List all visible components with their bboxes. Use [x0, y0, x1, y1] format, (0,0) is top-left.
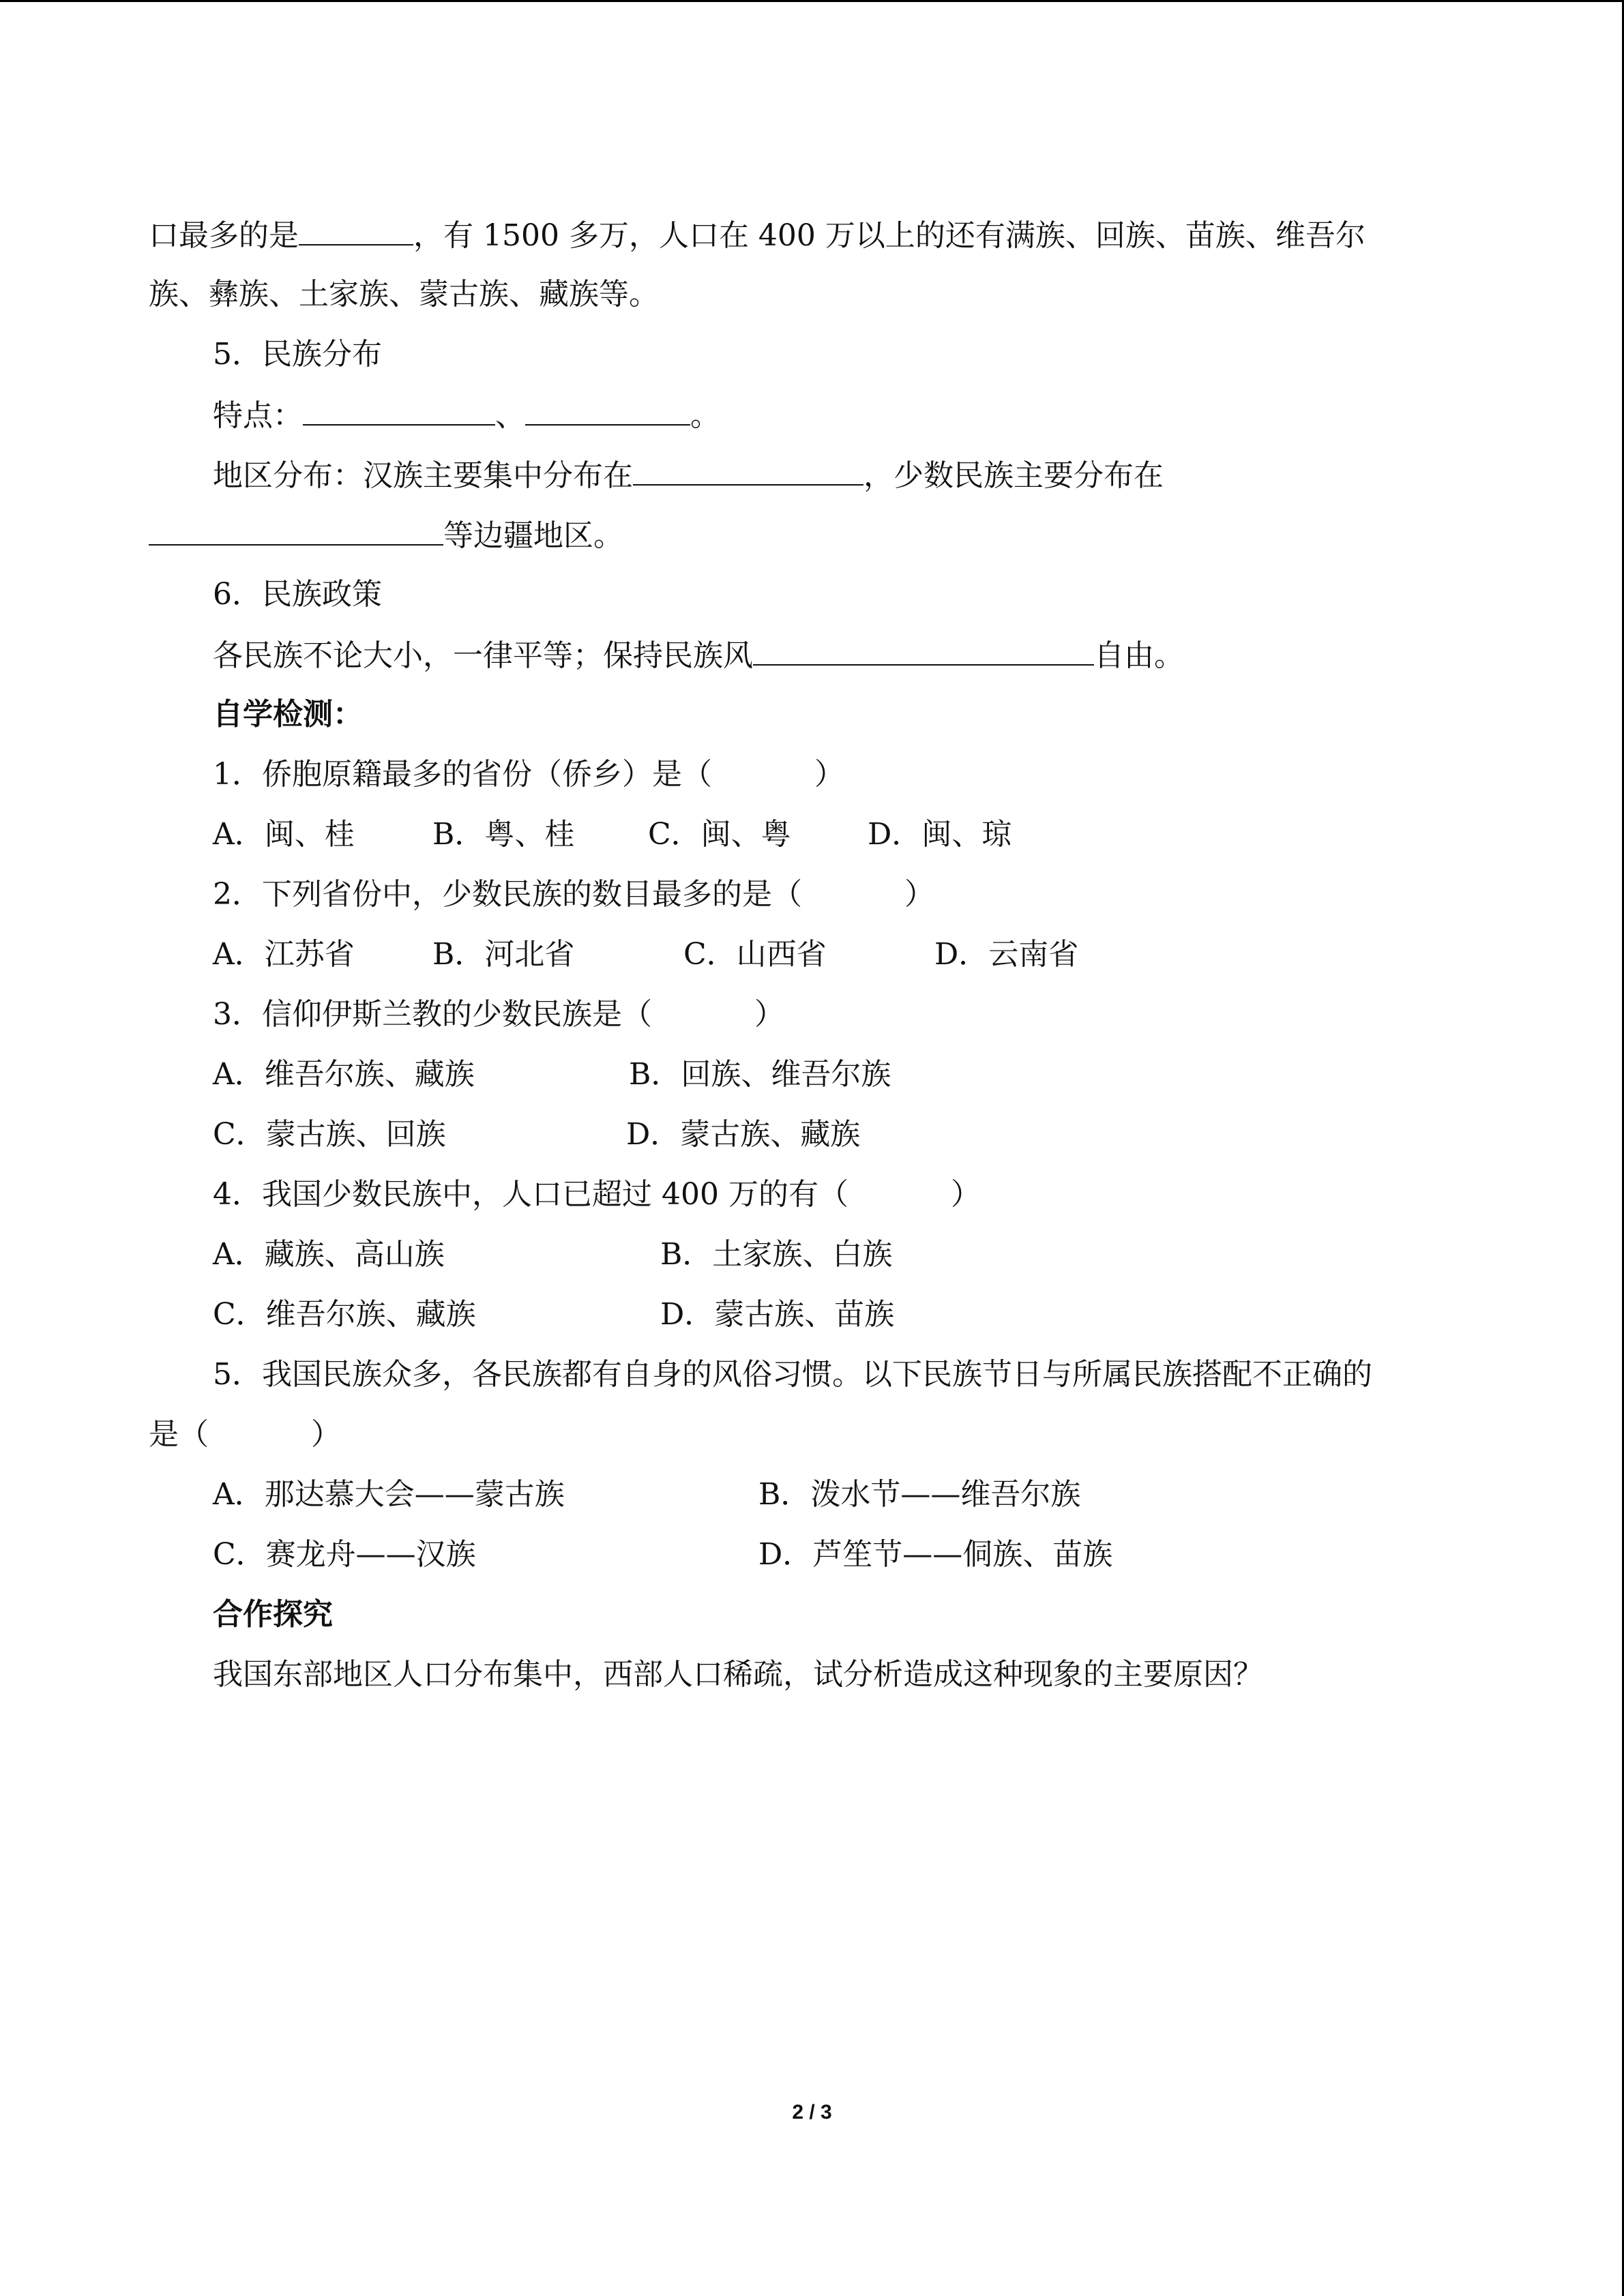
option-d[interactable]: D．蒙古族、苗族 — [660, 1297, 895, 1332]
section-heading: 自学检测： — [213, 697, 363, 732]
fill-blank[interactable] — [525, 394, 690, 426]
option-c[interactable]: C．山西省 — [683, 937, 827, 972]
option-a[interactable]: A．江苏省 — [213, 937, 355, 972]
section-heading: 6．民族政策 — [213, 577, 382, 612]
page-number: 2 / 3 — [792, 2101, 832, 2123]
options-row — [213, 1294, 894, 1335]
text-segment: ） — [814, 757, 844, 792]
option-a[interactable]: A．闽、桂 — [213, 817, 355, 852]
question — [213, 1174, 981, 1215]
fill-blank[interactable] — [299, 214, 413, 245]
options-row — [213, 814, 1012, 855]
question-text: 是（ — [149, 1417, 209, 1452]
question-text: 2．下列省份中，少数民族的数目最多的是（ — [213, 877, 802, 912]
text-line — [213, 634, 1184, 675]
question-continuation — [149, 1414, 341, 1455]
option-d[interactable]: D．云南省 — [934, 937, 1079, 972]
options-row — [213, 1234, 892, 1275]
section-heading: 合作探究 — [213, 1597, 333, 1632]
text-segment: 等边疆地区。 — [443, 518, 623, 553]
page-border-top — [0, 0, 1624, 2]
options-row — [213, 934, 1078, 975]
option-c[interactable]: C．赛龙舟——汉族 — [213, 1537, 476, 1572]
text-line — [213, 454, 1164, 495]
question — [213, 994, 784, 1035]
section-heading: 5．民族分布 — [213, 337, 382, 372]
text-line — [149, 514, 623, 555]
options-row — [213, 1474, 1080, 1515]
question — [213, 754, 844, 795]
question-text: 1．侨胞原籍最多的省份（侨乡）是（ — [213, 757, 712, 792]
text-segment: 特点： — [213, 398, 303, 433]
text-segment: 、 — [495, 398, 525, 433]
question: 5．我国民族众多，各民族都有自身的风俗习惯。以下民族节日与所属民族搭配不正确的 — [213, 1357, 1372, 1392]
fill-blank[interactable] — [149, 514, 443, 546]
text-segment: 。 — [690, 398, 720, 433]
options-row — [213, 1114, 860, 1155]
text-segment: ，有 1500 多万，人口在 400 万以上的还有满族、回族、苗族、维吾尔 — [413, 218, 1365, 253]
fill-blank[interactable] — [303, 394, 495, 426]
option-d[interactable]: D．芦笙节——侗族、苗族 — [758, 1537, 1113, 1572]
question-text: 3．信仰伊斯兰教的少数民族是（ — [213, 997, 652, 1032]
option-d[interactable]: D．蒙古族、藏族 — [626, 1117, 861, 1152]
text-segment: 地区分布：汉族主要集中分布在 — [213, 458, 633, 493]
option-b[interactable]: B．回族、维吾尔族 — [629, 1057, 891, 1092]
fill-blank[interactable] — [633, 454, 863, 486]
text-segment: 各民族不论大小，一律平等；保持民族风 — [213, 638, 753, 673]
option-a[interactable]: A．那达慕大会——蒙古族 — [213, 1477, 565, 1512]
options-row — [213, 1054, 891, 1095]
text-line — [213, 394, 720, 435]
option-b[interactable]: B．土家族、白族 — [660, 1237, 893, 1272]
text-segment: ，少数民族主要分布在 — [863, 458, 1164, 493]
text-segment: ） — [311, 1417, 341, 1452]
text-segment: ） — [904, 877, 934, 912]
text-segment: ） — [950, 1177, 981, 1212]
text-line: 族、彝族、土家族、蒙古族、藏族等。 — [149, 277, 659, 312]
option-c[interactable]: C．闽、粤 — [648, 817, 791, 852]
text-line — [149, 214, 1365, 255]
text-line: 我国东部地区人口分布集中，西部人口稀疏，试分析造成这种现象的主要原因？ — [213, 1657, 1263, 1692]
question — [213, 874, 934, 915]
option-d[interactable]: D．闽、琼 — [868, 817, 1012, 852]
fill-blank[interactable] — [753, 634, 1094, 666]
option-b[interactable]: B．河北省 — [432, 937, 575, 972]
text-segment: 自由。 — [1094, 638, 1184, 673]
option-b[interactable]: B．粤、桂 — [432, 817, 575, 852]
text-segment: ） — [754, 997, 784, 1032]
option-c[interactable]: C．维吾尔族、藏族 — [213, 1297, 476, 1332]
option-a[interactable]: A．维吾尔族、藏族 — [213, 1057, 475, 1092]
question-text: 4．我国少数民族中，人口已超过 400 万的有（ — [213, 1177, 848, 1212]
options-row — [213, 1534, 1112, 1575]
option-c[interactable]: C．蒙古族、回族 — [213, 1117, 446, 1152]
text-segment: 口最多的是 — [149, 218, 299, 253]
option-a[interactable]: A．藏族、高山族 — [213, 1237, 445, 1272]
option-b[interactable]: B．泼水节——维吾尔族 — [758, 1477, 1081, 1512]
